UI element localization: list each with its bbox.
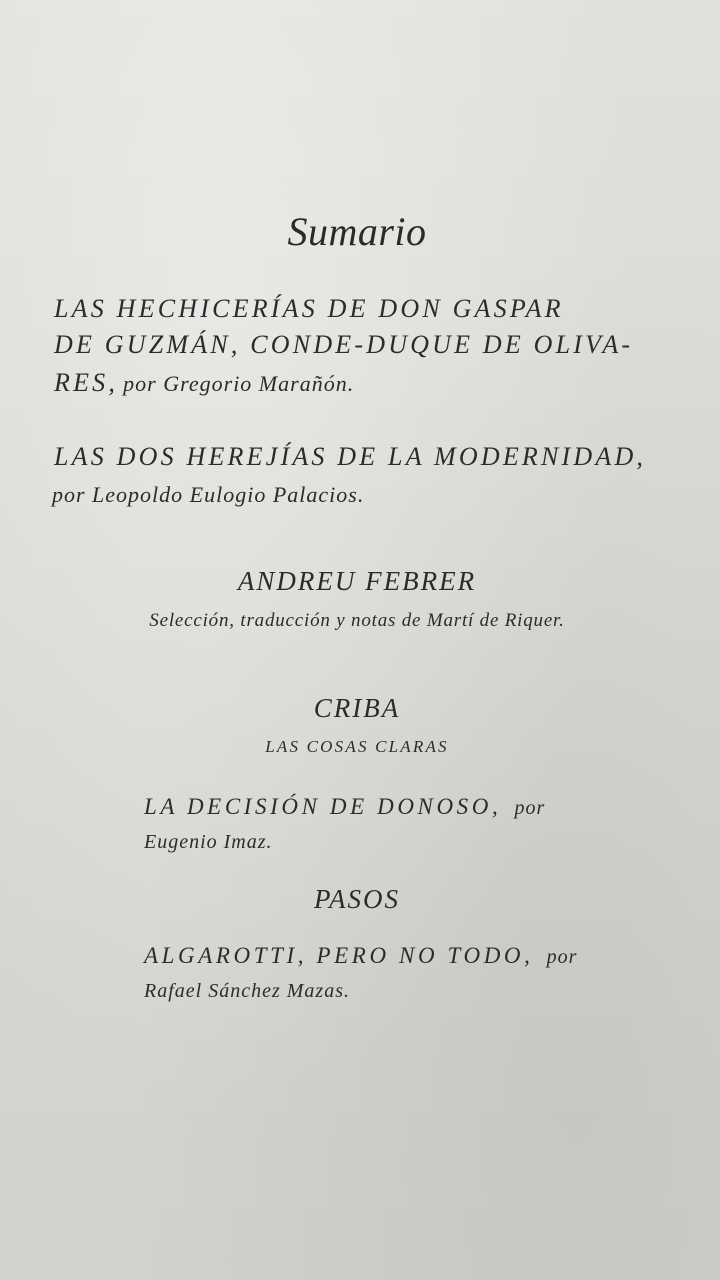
entry-2-line-1: LAS DOS HEREJÍAS DE LA MODERNIDAD, <box>54 442 647 471</box>
pasos-item-por: por <box>546 946 578 968</box>
criba-item-title: LA DECISIÓN DE DONOSO, <box>144 794 502 819</box>
pasos-item-title: ALGAROTTI, PERO NO TODO, <box>144 943 534 968</box>
entry-3-subtitle: Selección, traducción y notas de Martí de Riquer. <box>149 610 565 631</box>
criba-item-line-1 <box>144 794 545 820</box>
pasos-item-author: Rafael Sánchez Mazas. <box>144 980 350 1002</box>
criba-subheading: LAS COSAS CLARAS <box>265 737 449 756</box>
entry-1-author: por Gregorio Marañón. <box>123 371 355 396</box>
page-title: Sumario <box>287 209 427 254</box>
pasos-item-line-1 <box>144 943 577 969</box>
criba-item-por: por <box>514 797 546 819</box>
entry-2-author: por Leopoldo Eulogio Palacios. <box>52 482 365 507</box>
entry-1-line-1: LAS HECHICERÍAS DE DON GASPAR <box>54 294 564 323</box>
criba-heading: CRIBA <box>313 693 401 723</box>
pasos-heading: PASOS <box>313 884 400 914</box>
entry-1-line-3 <box>54 368 354 398</box>
entry-1-line-2: DE GUZMÁN, CONDE-DUQUE DE OLIVA- <box>54 330 634 359</box>
entry-3-heading: ANDREU FEBRER <box>237 566 477 596</box>
criba-item-author: Eugenio Imaz. <box>144 831 273 853</box>
entry-1-line-3-caps: RES, <box>54 368 119 397</box>
